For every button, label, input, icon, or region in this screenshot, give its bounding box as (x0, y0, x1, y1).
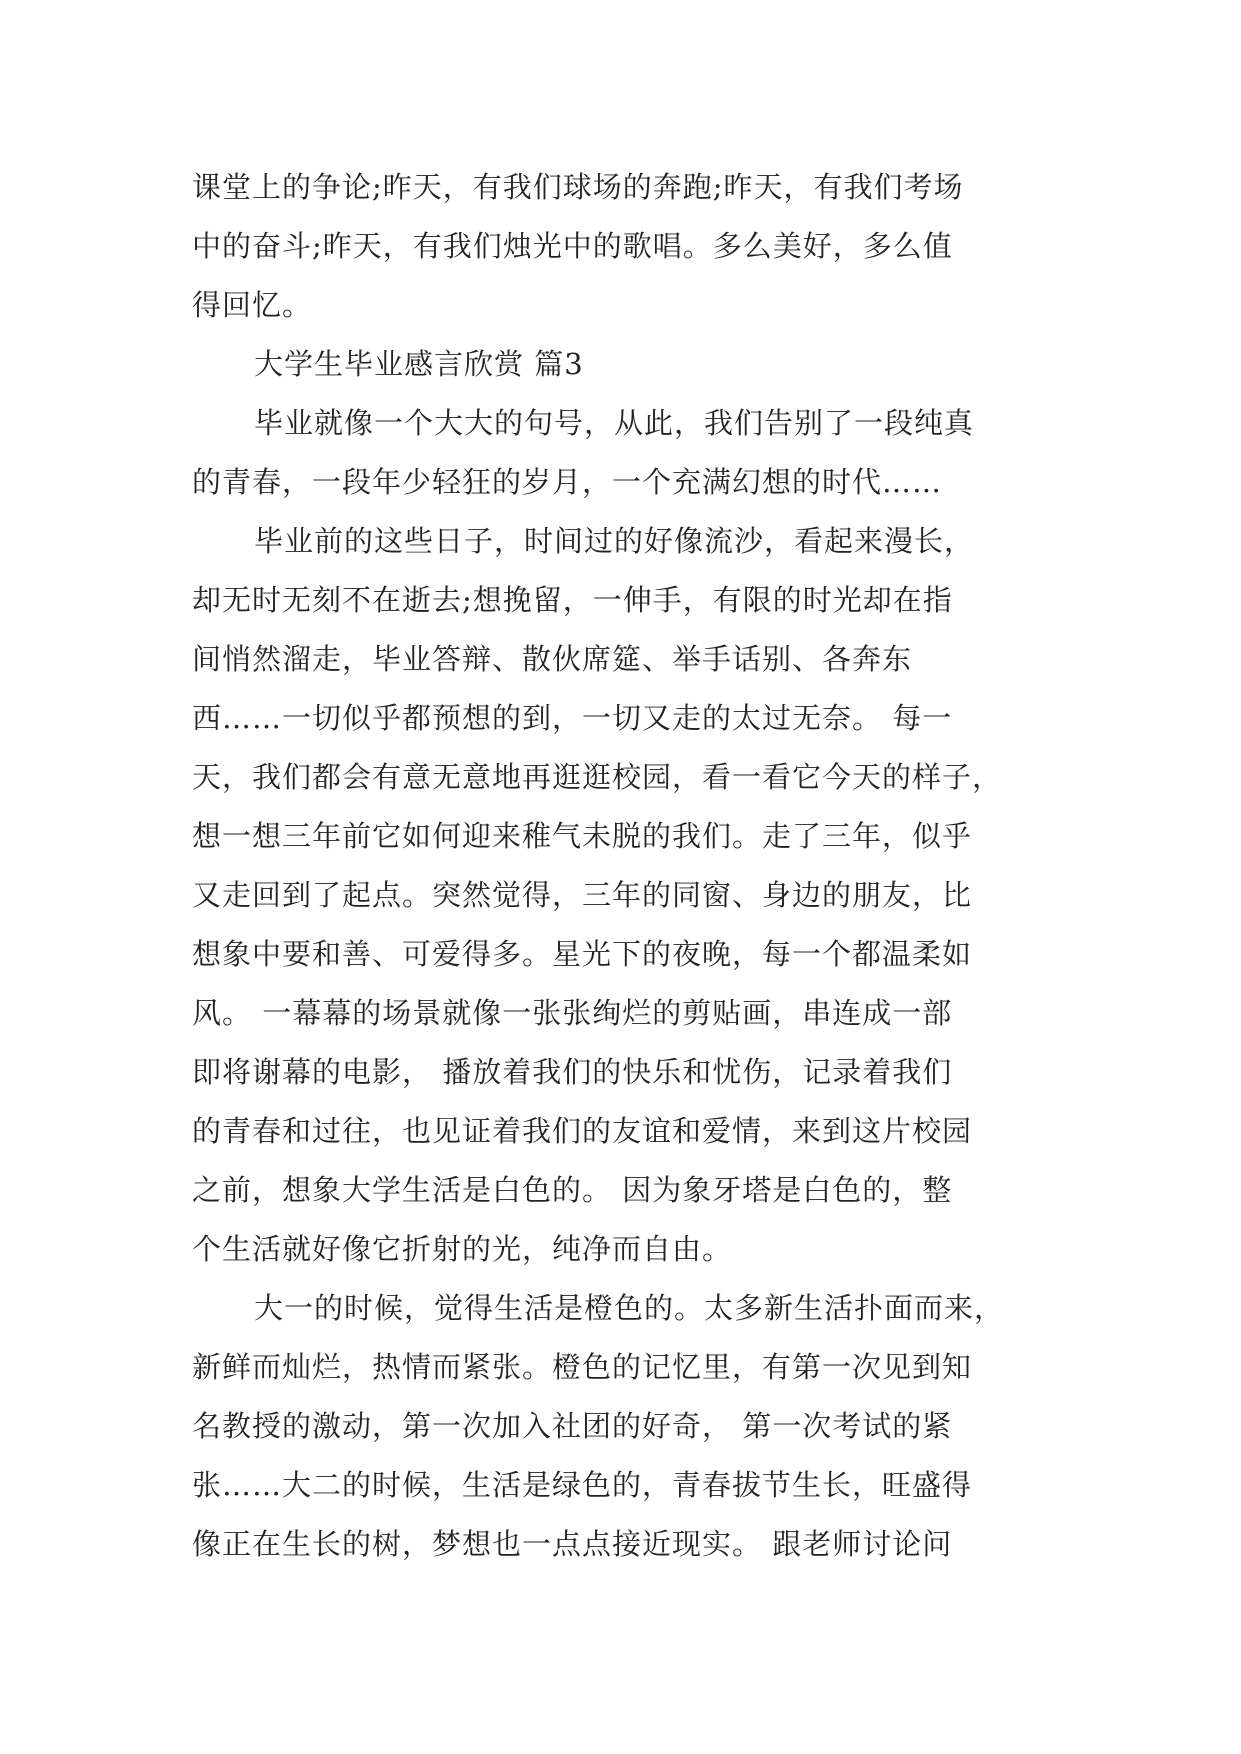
text-line: 的青春和过往，也见证着我们的友谊和爱情，来到这片校园 (192, 1114, 973, 1148)
text-line: 即将谢幕的电影， 播放着我们的快乐和忧伤，记录着我们 (192, 1055, 953, 1089)
text-line: 个生活就好像它折射的光，纯净而自由。 (192, 1232, 733, 1266)
text-line: 大学生毕业感言欣赏 篇3 (254, 347, 584, 381)
text-line: 风。 一幕幕的场景就像一张张绚烂的剪贴画，串连成一部 (192, 996, 953, 1030)
text-line: 得回忆。 (192, 288, 313, 322)
text-line: 像正在生长的树，梦想也一点点接近现实。 跟老师讨论问 (192, 1527, 953, 1561)
text-line: 课堂上的争论;昨天，有我们球场的奔跑;昨天，有我们考场 (192, 170, 964, 204)
text-line: 西……一切似乎都预想的到，一切又走的太过无奈。 每一 (192, 701, 953, 735)
text-line: 却无时无刻不在逝去;想挽留，一伸手，有限的时光却在指 (192, 583, 953, 617)
text-line: 中的奋斗;昨天，有我们烛光中的歌唱。多么美好，多么值 (192, 229, 953, 263)
text-line: 新鲜而灿烂，热情而紧张。橙色的记忆里，有第一次见到知 (192, 1350, 973, 1384)
text-line: 天，我们都会有意无意地再逛逛校园，看一看它今天的样子， (192, 760, 1003, 794)
document-page (192, 158, 1052, 1574)
text-line: 又走回到了起点。突然觉得，三年的同窗、身边的朋友，比 (192, 878, 973, 912)
text-line: 张……大二的时候，生活是绿色的，青春拔节生长，旺盛得 (192, 1468, 973, 1502)
text-line: 毕业前的这些日子，时间过的好像流沙，看起来漫长， (254, 524, 975, 558)
text-line: 毕业就像一个大大的句号，从此，我们告别了一段纯真 (254, 406, 975, 440)
text-line: 大一的时候，觉得生活是橙色的。太多新生活扑面而来， (254, 1291, 1005, 1325)
text-line: 之前，想象大学生活是白色的。 因为象牙塔是白色的，整 (192, 1173, 953, 1207)
text-line: 名教授的激动，第一次加入社团的好奇， 第一次考试的紧 (192, 1409, 953, 1443)
text-line: 的青春，一段年少轻狂的岁月，一个充满幻想的时代…… (192, 465, 943, 499)
text-line: 间悄然溜走，毕业答辩、散伙席筵、举手话别、各奔东 (192, 642, 913, 676)
text-line: 想象中要和善、可爱得多。星光下的夜晚，每一个都温柔如 (192, 937, 973, 971)
text-line: 想一想三年前它如何迎来稚气未脱的我们。走了三年，似乎 (192, 819, 973, 853)
